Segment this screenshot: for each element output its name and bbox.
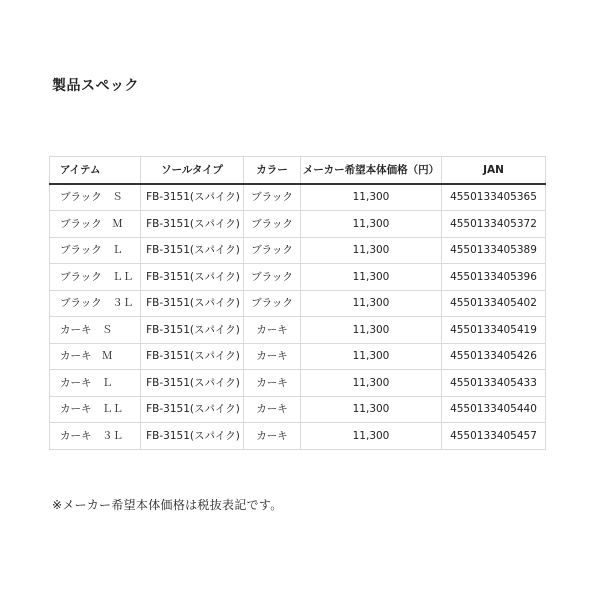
jan-cell: 4550133405402 (442, 290, 546, 317)
jan-cell: 4550133405396 (442, 264, 546, 291)
color-cell: カーキ (244, 423, 301, 450)
price-note: ※メーカー希望本体価格は税抜表記です。 (52, 498, 283, 512)
sole-type-cell: FB-3151(スパイク) (141, 290, 244, 317)
table-row (50, 423, 546, 450)
sole-type-cell: FB-3151(スパイク) (141, 396, 244, 423)
jan-cell: 4550133405389 (442, 237, 546, 264)
sole-type-cell: FB-3151(スパイク) (141, 317, 244, 344)
table-row (50, 370, 546, 397)
spec-table (49, 156, 546, 450)
sole-type-cell: FB-3151(スパイク) (141, 370, 244, 397)
header-item: アイテム (50, 157, 141, 184)
jan-cell: 4550133405457 (442, 423, 546, 450)
sole-type-cell: FB-3151(スパイク) (141, 184, 244, 211)
price-cell: 11,300 (301, 184, 442, 211)
color-cell: ブラック (244, 211, 301, 238)
price-cell: 11,300 (301, 396, 442, 423)
table-row (50, 264, 546, 291)
item-cell: カーキ Ｓ (50, 317, 141, 344)
item-cell: ブラック Ｓ (50, 184, 141, 211)
jan-cell: 4550133405372 (442, 211, 546, 238)
price-cell: 11,300 (301, 237, 442, 264)
jan-cell: 4550133405426 (442, 343, 546, 370)
sole-type-cell: FB-3151(スパイク) (141, 264, 244, 291)
item-cell: ブラック Ｌ (50, 237, 141, 264)
item-cell: カーキ ＬＬ (50, 396, 141, 423)
item-cell: ブラック Ｍ (50, 211, 141, 238)
sole-type-cell: FB-3151(スパイク) (141, 343, 244, 370)
table-row (50, 237, 546, 264)
table-row (50, 317, 546, 344)
price-cell: 11,300 (301, 423, 442, 450)
item-cell: カーキ Ｌ (50, 370, 141, 397)
jan-cell: 4550133405419 (442, 317, 546, 344)
color-cell: カーキ (244, 396, 301, 423)
price-cell: 11,300 (301, 317, 442, 344)
jan-cell: 4550133405440 (442, 396, 546, 423)
jan-cell: 4550133405433 (442, 370, 546, 397)
table-row (50, 211, 546, 238)
price-cell: 11,300 (301, 343, 442, 370)
table-row (50, 290, 546, 317)
header-color: カラー (244, 157, 301, 184)
price-cell: 11,300 (301, 264, 442, 291)
table-row (50, 184, 546, 211)
sole-type-cell: FB-3151(スパイク) (141, 237, 244, 264)
table-header-row (50, 157, 546, 184)
item-cell: カーキ Ｍ (50, 343, 141, 370)
color-cell: カーキ (244, 317, 301, 344)
table-row (50, 343, 546, 370)
price-cell: 11,300 (301, 290, 442, 317)
table-row (50, 396, 546, 423)
item-cell: ブラック ＬＬ (50, 264, 141, 291)
sole-type-cell: FB-3151(スパイク) (141, 211, 244, 238)
header-price: メーカー希望本体価格（円） (301, 157, 442, 184)
price-cell: 11,300 (301, 370, 442, 397)
sole-type-cell: FB-3151(スパイク) (141, 423, 244, 450)
color-cell: ブラック (244, 290, 301, 317)
color-cell: ブラック (244, 184, 301, 211)
jan-cell: 4550133405365 (442, 184, 546, 211)
header-jan: JAN (442, 157, 546, 184)
color-cell: カーキ (244, 343, 301, 370)
price-cell: 11,300 (301, 211, 442, 238)
header-sole-type: ソールタイプ (141, 157, 244, 184)
color-cell: カーキ (244, 370, 301, 397)
item-cell: ブラック ３Ｌ (50, 290, 141, 317)
color-cell: ブラック (244, 264, 301, 291)
color-cell: ブラック (244, 237, 301, 264)
item-cell: カーキ ３Ｌ (50, 423, 141, 450)
section-title: 製品スペック (52, 78, 139, 94)
